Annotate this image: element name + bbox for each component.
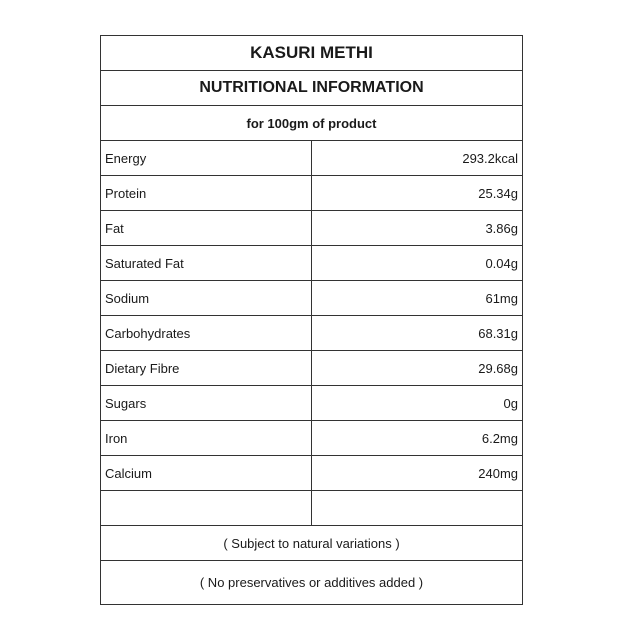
nutrient-value: 3.86g xyxy=(485,220,518,236)
nutrient-row-dietary-fibre xyxy=(101,350,522,385)
nutrient-row-sodium xyxy=(101,280,522,315)
nutrient-name xyxy=(101,491,312,525)
product-title: KASURI METHI xyxy=(250,43,373,62)
variation-note: ( Subject to natural variations ) xyxy=(101,525,522,560)
nutrient-name: Sugars xyxy=(101,386,312,420)
nutrient-value: 29.68g xyxy=(478,360,518,376)
nutrient-row-sugars xyxy=(101,385,522,420)
nutrient-value: 25.34g xyxy=(478,185,518,201)
nutrient-name: Protein xyxy=(101,176,312,210)
nutrient-value: 0.04g xyxy=(485,255,518,271)
nutrient-row-calcium xyxy=(101,455,522,490)
nutrient-row-saturated-fat xyxy=(101,245,522,280)
nutrient-name: Saturated Fat xyxy=(101,246,312,280)
nutrient-value: 68.31g xyxy=(478,325,518,341)
nutrient-row-energy xyxy=(101,140,522,175)
nutrient-name: Iron xyxy=(101,421,312,455)
nutrient-row-protein xyxy=(101,175,522,210)
nutrient-row-iron xyxy=(101,420,522,455)
nutrient-name: Fat xyxy=(101,211,312,245)
nutrient-row-empty xyxy=(101,490,522,525)
nutrition-label xyxy=(100,35,523,605)
nutrient-name: Dietary Fibre xyxy=(101,351,312,385)
nutrient-row-carbohydrates xyxy=(101,315,522,350)
nutrient-value: 293.2kcal xyxy=(462,150,518,166)
nutrient-name: Sodium xyxy=(101,281,312,315)
nutrition-heading: NUTRITIONAL INFORMATION xyxy=(101,70,522,105)
preservatives-note: ( No preservatives or additives added ) xyxy=(101,560,522,604)
nutrient-name: Calcium xyxy=(101,456,312,490)
nutrient-name: Carbohydrates xyxy=(101,316,312,350)
nutrient-value: 0g xyxy=(503,395,518,411)
nutrient-value: 6.2mg xyxy=(481,430,518,446)
nutrient-value xyxy=(312,491,522,525)
serving-basis: for 100gm of product xyxy=(101,105,522,140)
nutrient-value: 61mg xyxy=(485,290,518,306)
nutrient-row-fat xyxy=(101,210,522,245)
nutrient-value: 240mg xyxy=(478,465,518,481)
nutrient-name: Energy xyxy=(101,141,312,175)
